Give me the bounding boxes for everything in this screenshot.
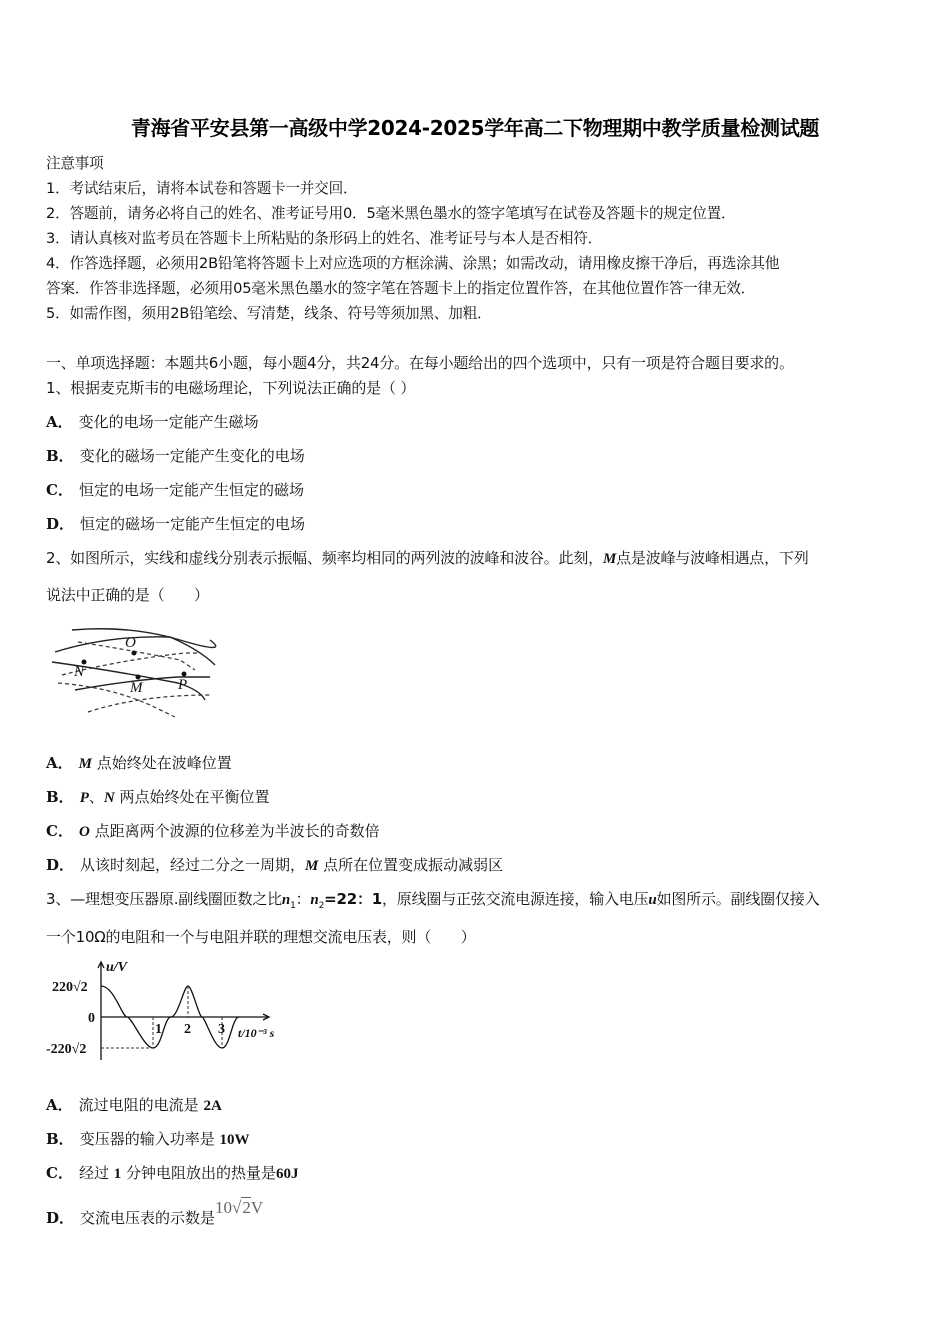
math-unit: V <box>250 1198 264 1217</box>
subscript: 1 <box>290 901 296 911</box>
document-title: 青海省平安县第一高级中学2024-2025学年高二下物理期中教学质量检测试题 <box>130 116 820 140</box>
variable: P <box>79 790 89 806</box>
option-text: 变化的电场一定能产生磁场 <box>78 413 259 431</box>
question-3-stem-cont: 一个10Ω的电阻和一个与电阻并联的理想交流电压表，则（ ） <box>46 928 476 946</box>
option-text: 变压器的输入功率是 <box>79 1130 215 1148</box>
option-label: C． <box>46 1164 73 1182</box>
notice-item: 5．如需作图，须用2B铅笔绘、写清楚，线条、符号等须加黑、加粗． <box>46 305 492 322</box>
x-tick-3: 3 <box>218 1022 225 1037</box>
option-text: 点距离两个波源的位移差为半波长的奇数倍 <box>94 822 380 840</box>
variable: M <box>78 756 92 772</box>
option-value: 2A <box>203 1098 222 1114</box>
voltage-time-chart <box>44 955 299 1065</box>
question-2-option-b <box>46 786 270 807</box>
separator: 、 <box>88 788 104 806</box>
subscript: 2 <box>318 901 325 911</box>
notice-item: 3．请认真核对监考员在答题卡上所粘贴的条形码上的姓名、准考证号与本人是否相符． <box>46 230 603 247</box>
math-radicand: 2 <box>242 1198 251 1217</box>
ratio-value: =22：1 <box>324 890 382 908</box>
notice-heading: 注意事项 <box>46 155 104 172</box>
question-2-option-a <box>46 752 232 773</box>
option-label: D． <box>46 1209 75 1227</box>
stem-text: 2、如图所示，实线和虚线分别表示振幅、频率均相同的两列波的波峰和波谷。此刻， <box>46 549 603 567</box>
question-2-option-d <box>46 854 503 875</box>
stem-text: 如图所示。副线圈仅接入 <box>656 890 820 908</box>
y-max-label: 220√2 <box>52 980 88 995</box>
option-label: A． <box>46 413 73 431</box>
question-1-option-c <box>46 479 304 500</box>
x-tick-2: 2 <box>184 1022 191 1037</box>
variable: N <box>103 790 115 806</box>
option-value: 60J <box>276 1166 299 1182</box>
question-3-option-c <box>46 1162 299 1183</box>
question-3-option-b <box>46 1128 249 1149</box>
option-text: 恒定的磁场一定能产生恒定的电场 <box>80 515 306 533</box>
question-2-option-c <box>46 820 380 841</box>
option-label: D． <box>46 856 75 874</box>
question-2-stem-cont: 说法中正确的是（ ） <box>46 586 209 604</box>
stem-text: ： <box>295 890 311 908</box>
stem-text: 3、—理想变压器原.副线圈匝数之比 <box>46 890 282 908</box>
variable: u <box>648 892 657 908</box>
option-label: A． <box>46 754 73 772</box>
option-text: 点所在位置变成振动减弱区 <box>323 856 504 874</box>
point-label-p: P <box>178 677 188 693</box>
option-label: B． <box>46 788 74 806</box>
question-3-stem <box>46 888 819 911</box>
y-zero-label: 0 <box>88 1011 95 1026</box>
question-1-option-a <box>46 411 259 432</box>
variable: n <box>310 892 319 908</box>
option-text: 交流电压表的示数是 <box>80 1209 216 1227</box>
option-label: C． <box>46 481 73 499</box>
y-axis-label: u/V <box>106 960 128 975</box>
stem-text: 点是波峰与波峰相遇点，下列 <box>616 549 809 567</box>
point-label-m: M <box>130 680 143 696</box>
notice-item: 4．作答选择题，必须用2B铅笔将答题卡上对应选项的方框涂满、涂黑；如需改动，请用橡皮擦干净后，再选涂其他 <box>46 255 780 272</box>
question-1-option-d <box>46 513 305 534</box>
variable: n <box>281 892 291 908</box>
variable: M <box>305 858 319 874</box>
section-heading: 一、单项选择题：本题共6小题，每小题4分，共24分。在每小题给出的四个选项中，只有一项是符合题目要求的。 <box>46 354 794 372</box>
question-3-option-d <box>46 1198 264 1228</box>
option-label: D． <box>46 515 75 533</box>
option-text: 从该时刻起，经过二分之一周期， <box>80 856 306 874</box>
question-1-stem: 1、根据麦克斯韦的电磁场理论，下列说法正确的是（ ） <box>46 379 416 397</box>
point-label-o: O <box>125 635 136 651</box>
question-1-option-b <box>46 445 305 466</box>
option-text: 恒定的电场一定能产生恒定的磁场 <box>78 481 304 499</box>
option-label: B． <box>46 1130 74 1148</box>
wave-interference-figure <box>50 615 220 720</box>
option-text: 分钟电阻放出的热量是 <box>126 1164 277 1182</box>
option-value: 1 <box>113 1166 122 1182</box>
notice-item: 2．答题前，请务必将自己的姓名、准考证号用0．5毫米黑色墨水的签字笔填写在试卷及答题卡的规定位置． <box>46 205 736 222</box>
question-3-option-a <box>46 1094 222 1115</box>
notice-item: 答案．作答非选择题，必须用05毫米黑色墨水的签字笔在答题卡上的指定位置作答，在其他位置作答一律无效． <box>46 280 756 297</box>
option-label: B． <box>46 447 74 465</box>
option-text: 经过 <box>78 1164 109 1182</box>
stem-text: ，原线圈与正弦交流电源连接，输入电压 <box>382 890 649 908</box>
option-text: 点始终处在波峰位置 <box>96 754 232 772</box>
x-tick-1: 1 <box>155 1022 162 1037</box>
option-value: 10W <box>219 1132 250 1148</box>
question-2-stem <box>46 547 809 568</box>
option-text: 流过电阻的电流是 <box>78 1096 199 1114</box>
variable: O <box>78 824 90 840</box>
option-text: 变化的磁场一定能产生变化的电场 <box>79 447 305 465</box>
option-text: 两点始终处在平衡位置 <box>119 788 270 806</box>
x-axis-label: t/10⁻³ s <box>238 1026 275 1040</box>
math-coefficient: 10 <box>215 1198 233 1217</box>
y-min-label: -220√2 <box>46 1042 87 1057</box>
point-label-n: N <box>74 664 85 680</box>
option-label: A． <box>46 1096 73 1114</box>
notice-item: 1．考试结束后，请将本试卷和答题卡一并交回． <box>46 180 358 197</box>
variable: M <box>602 551 617 567</box>
math-expression: 10√2V <box>215 1198 264 1217</box>
option-label: C． <box>46 822 73 840</box>
